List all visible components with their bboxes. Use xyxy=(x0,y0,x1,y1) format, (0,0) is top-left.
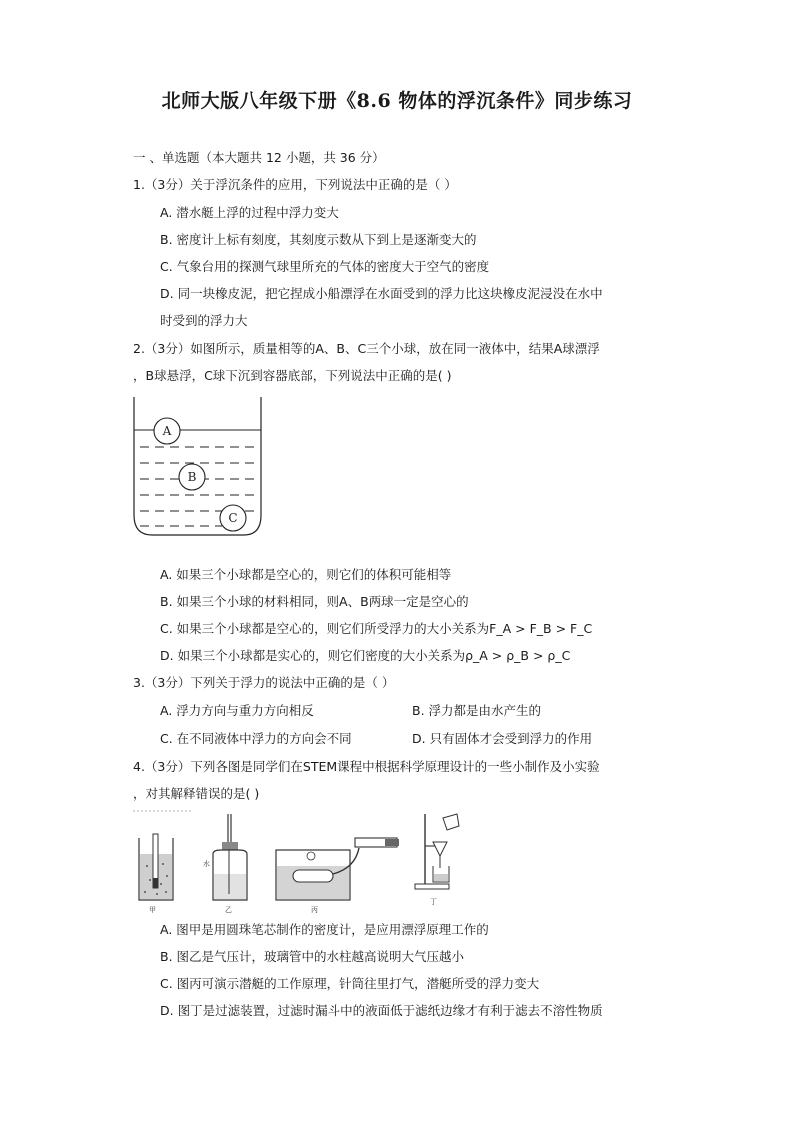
ball-a-label: A xyxy=(162,424,172,438)
q2-option-c: C. 如果三个小球都是空心的，则它们所受浮力的大小关系为F_A > F_B > F_C xyxy=(160,621,593,636)
q1-option-c: C. 气象台用的探测气球里所充的气体的密度大于空气的密度 xyxy=(160,259,490,274)
caption-bing: 丙 xyxy=(311,906,318,914)
q4-option-a: A. 图甲是用圆珠笔芯制作的密度计，是应用漂浮原理工作的 xyxy=(160,922,489,937)
q2-option-d: D. 如果三个小球都是实心的，则它们密度的大小关系为ρ_A > ρ_B > ρ_C xyxy=(160,648,571,663)
q3-option-a: A. 浮力方向与重力方向相反 xyxy=(160,703,314,718)
caption-ding: 丁 xyxy=(430,898,437,906)
question-2-stem-line2: ，B球悬浮，C球下沉到容器底部，下列说法中正确的是( ) xyxy=(133,368,452,383)
q1-option-b: B. 密度计上标有刻度，其刻度示数从下到上是逐渐变大的 xyxy=(160,232,477,247)
apparatus-jia xyxy=(139,834,173,914)
q1-option-d-cont: 时受到的浮力大 xyxy=(160,313,248,328)
ball-c-label: C xyxy=(228,511,238,525)
question-3-stem: 3.（3分）下列关于浮力的说法中正确的是（ ） xyxy=(133,675,395,690)
caption-yi: 乙 xyxy=(225,906,232,914)
q4-option-d: D. 图丁是过滤装置，过滤时漏斗中的液面低于滤纸边缘才有利于滤去不溶性物质 xyxy=(160,1003,603,1018)
ball-b-label: B xyxy=(187,470,197,484)
stem-apparatus-figure xyxy=(133,808,473,916)
question-4-stem-line1: 4.（3分）下列各图是同学们在STEM课程中根据科学原理设计的一些小制作及小实验 xyxy=(133,759,600,774)
q1-option-a: A. 潜水艇上浮的过程中浮力变大 xyxy=(160,205,339,220)
question-1-stem: 1.（3分）关于浮沉条件的应用，下列说法中正确的是（ ） xyxy=(133,177,457,192)
q3-option-d: D. 只有固体才会受到浮力的作用 xyxy=(412,731,593,746)
q3-option-c: C. 在不同液体中浮力的方向会不同 xyxy=(160,731,352,746)
q4-option-c: C. 图丙可演示潜艇的工作原理，针筒往里打气，潜艇所受的浮力变大 xyxy=(160,976,540,991)
q2-option-b: B. 如果三个小球的材料相同，则A、B两球一定是空心的 xyxy=(160,594,469,609)
caption-jia: 甲 xyxy=(149,906,156,914)
water-label: 水 xyxy=(203,860,210,868)
apparatus-bing xyxy=(276,838,399,914)
page-title: 北师大版八年级下册《8.6 物体的浮沉条件》同步练习 xyxy=(161,90,633,112)
question-2-stem-line1: 2.（3分）如图所示，质量相等的A、B、C三个小球，放在同一液体中，结果A球漂浮 xyxy=(133,341,600,356)
section-heading: 一 、单选题（本大题共 12 小题，共 36 分） xyxy=(133,150,385,165)
question-4-stem-line2: ，对其解释错误的是( ) xyxy=(133,786,260,801)
q1-option-d: D. 同一块橡皮泥，把它捏成小船漂浮在水面受到的浮力比这块橡皮泥浸没在水中 xyxy=(160,286,603,301)
q2-option-a: A. 如果三个小球都是空心的，则它们的体积可能相等 xyxy=(160,567,452,582)
q4-option-b: B. 图乙是气压计，玻璃管中的水柱越高说明大气压越小 xyxy=(160,949,465,964)
apparatus-ding xyxy=(415,814,459,906)
apparatus-yi xyxy=(203,814,247,914)
floating-balls-figure xyxy=(130,395,265,540)
q3-option-b: B. 浮力都是由水产生的 xyxy=(412,703,542,718)
